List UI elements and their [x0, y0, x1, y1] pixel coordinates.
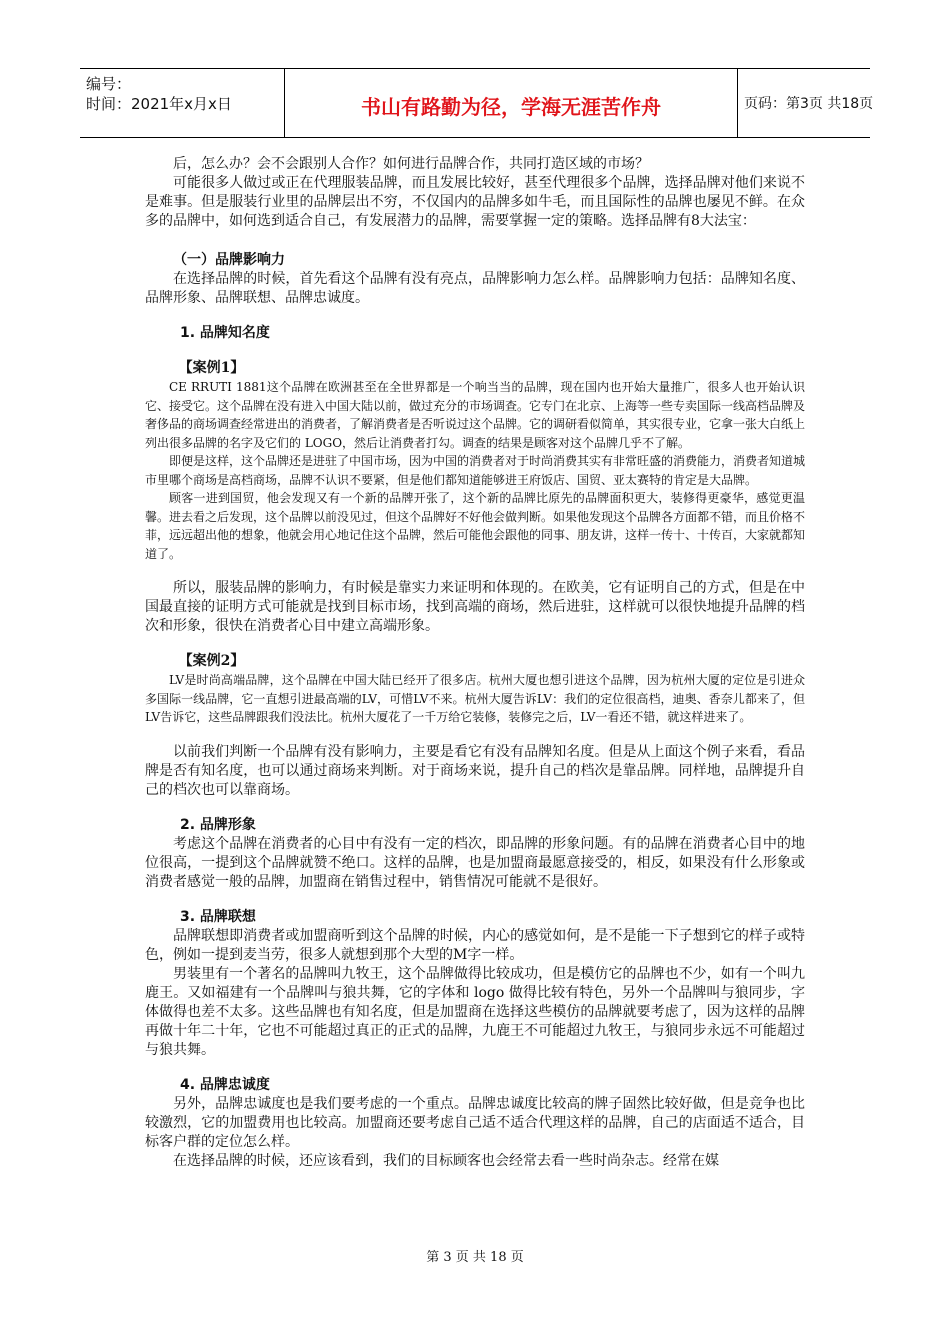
header-left-cell [80, 69, 284, 137]
subsection-title: 3. 品牌联想 [180, 908, 256, 925]
serial-label: 编号： [86, 75, 132, 93]
paragraph: 品牌联想即消费者或加盟商听到这个品牌的时候，内心的感觉如何，是不是能一下子想到它的样子或特色，例如一提到麦当劳，很多人就想到那个大型的M字一样。 [145, 927, 805, 963]
case-paragraph: 即便是这样，这个品牌还是进驻了中国市场，因为中国的消费者对于时尚消费其实有非常旺盛的消费能力，消费者知道城市里哪个商场是高档商场，品牌不认识不要紧，但是他们都知道能够进王府饭店、国贸、亚太赛特的肯定是大品牌。 [145, 454, 806, 487]
subsection-title: 1. 品牌知名度 [180, 325, 270, 341]
header-motto-cell [284, 69, 738, 137]
case-title: 【案例1】 [178, 360, 245, 376]
paragraph: 可能很多人做过或正在代理服装品牌，而且发展比较好，甚至代理很多个品牌，选择品牌对他们来说不是难事。但是服装行业里的品牌层出不穷，不仅国内的品牌多如牛毛，而且国际性的品牌也屡见不鲜。在众多的品牌中，如何选到适合自己，有发展潜力的品牌，需要掌握一定的策略。选择品牌有8大法宝： [145, 175, 805, 229]
paragraph: 以前我们判断一个品牌有没有影响力，主要是看它有没有品牌知名度。但是从上面这个例子来看，看品牌是否有知名度，也可以通过商场来判断。对于商场来说，提升自己的档次是靠品牌。同样地，品牌提升自己的档次也可以靠商场。 [145, 743, 805, 798]
paragraph: 所以，服装品牌的影响力，有时候是靠实力来证明和体现的。在欧美，它有证明自己的方式，但是在中国最直接的证明方式可能就是找到目标市场，找到高端的商场，然后进驻，这样就可以很快地提升品牌的档次和形象，很快在消费者心目中建立高端形象。 [145, 580, 805, 634]
date-label: 时间：2021年x月x日 [86, 95, 232, 113]
paragraph: 后，怎么办？会不会跟别人合作？如何进行品牌合作，共同打造区域的市场？ [173, 156, 649, 172]
paragraph: 在选择品牌的时候，还应该看到，我们的目标顾客也会经常去看一些时尚杂志。经常在媒 [173, 1152, 719, 1169]
paragraph: 考虑这个品牌在消费者的心目中有没有一定的档次，即品牌的形象问题。有的品牌在消费者心目中的地位很高，一提到这个品牌就赞不绝口。这样的品牌，也是加盟商最愿意接受的，相反，如果没有什么形象或消费者感觉一般的品牌，加盟商在销售过程中，销售情况可能就不是很好。 [145, 835, 805, 890]
section-title: （一）品牌影响力 [173, 252, 285, 268]
page-header [80, 68, 874, 138]
case-paragraph: 顾客一进到国贸，他会发现又有一个新的品牌开张了，这个新的品牌比原先的品牌面积更大，装修得更豪华，感觉更温馨。进去看之后发现，这个品牌以前没见过，但这个品牌好不好他会做判断。如果他发现这个品牌各方面都不错，而且价格不菲，远远超出他的想象，他就会用心地记住这个品牌，然后可能他会跟他的同事、朋友讲，这样一传十、十传百，大家就都知道了。 [145, 491, 806, 561]
page-footer: 第 3 页 共 18 页 [426, 1250, 524, 1265]
case-title: 【案例2】 [178, 653, 245, 669]
document-body [145, 155, 805, 1171]
subsection-title: 2. 品牌形象 [180, 816, 256, 833]
header-right-cell [736, 69, 874, 137]
motto-text: 书山有路勤为径，学海无涯苦作舟 [361, 95, 661, 119]
case-paragraph: LV是时尚高端品牌，这个品牌在中国大陆已经开了很多店。杭州大厦也想引进这个品牌，因为杭州大厦的定位是引进众多国际一线品牌，它一直想引进最高端的LV，可惜LV不来。杭州大厦告诉LV：我们的定位很高档，迪奥、香奈儿都来了，但LV告诉它，这些品牌跟我们没法比。杭州大厦花了一千万给它装修，装修完之后，LV一看还不错，就这样进来了。 [145, 673, 805, 724]
case-paragraph: CE RRUTI 1881这个品牌在欧洲甚至在全世界都是一个响当当的品牌，现在国内也开始大量推广，很多人也开始认识它、接受它。这个品牌在没有进入中国大陆以前，做过充分的市场调查。它专门在北京、上海等一些专卖国际一线高档品牌及奢侈品的商场调查经常进出的消费者，了解消费者是否听说过这个品牌。它的调研看似简单，其实很专业，它拿一张大白纸上列出很多品牌的名字及它们的 LOGO，然后让消费者打勾。调查的结果是顾客对这个品牌几乎不了解。 [145, 380, 806, 450]
paragraph: 在选择品牌的时候，首先看这个品牌有没有亮点，品牌影响力怎么样。品牌影响力包括：品牌知名度、品牌形象、品牌联想、品牌忠诚度。 [145, 271, 805, 306]
paragraph: 男装里有一个著名的品牌叫九牧王，这个品牌做得比较成功，但是模仿它的品牌也不少，如有一个叫九鹿王。又如福建有一个品牌叫与狼共舞，它的字体和 logo 做得比较有特色，另外一个品牌叫与狼同步，字体做得也差不太多。这些品牌也有知名度，但是加盟商在选择这些模仿的品牌就要考虑了，因为这样的品牌再做十年二十年，它也不可能超过真正的正式的品牌，九鹿王不可能超过九牧王，与狼同步永远不可能超过与狼共舞。 [145, 965, 805, 1058]
paragraph: 另外，品牌忠诚度也是我们要考虑的一个重点。品牌忠诚度比较高的牌子固然比较好做，但是竞争也比较激烈，它的加盟费用也比较高。加盟商还要考虑自己适不适合代理这样的品牌，自己的店面适不适合，目标客户群的定位怎么样。 [145, 1095, 805, 1150]
subsection-title: 4. 品牌忠诚度 [180, 1076, 270, 1093]
page-info: 页码：第3页 共18页 [744, 96, 874, 112]
